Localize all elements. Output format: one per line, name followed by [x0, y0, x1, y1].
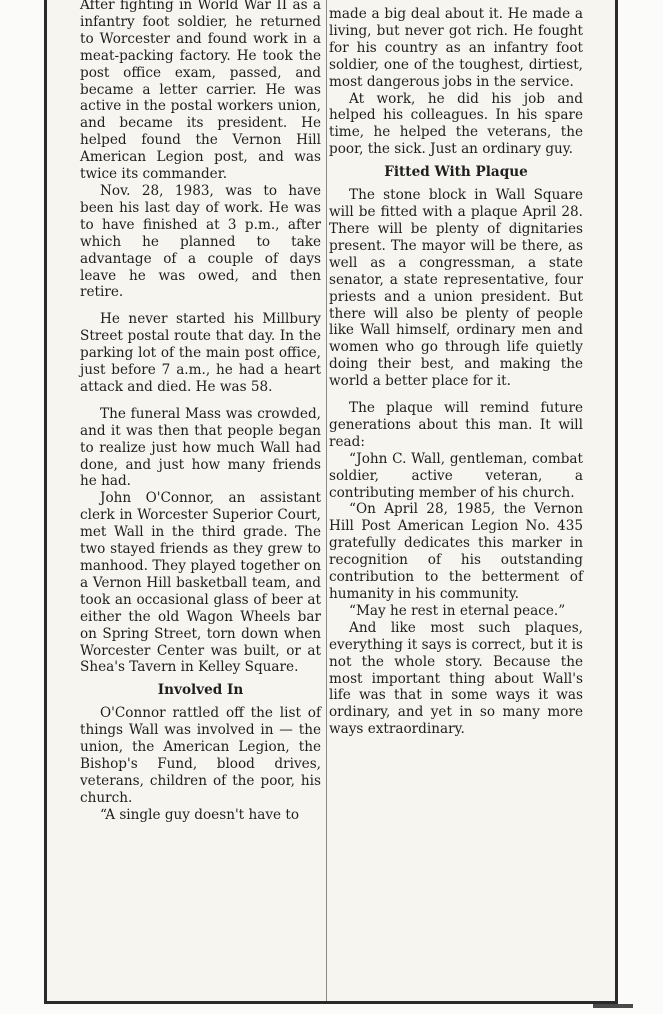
paragraph: He never started his Millbury Street postal route that day. In the parking lot of the main post office, just before 7 a.m., he had a heart attack and died. He was 58. [80, 311, 321, 395]
paragraph: “John C. Wall, gentleman, combat soldier, active veteran, a contributing member of his church. [329, 450, 583, 501]
paragraph: After fighting in World War II as a infantry foot soldier, he returned to Worcester and found work in a meat-packing factory. He took the post office exam, passed, and became a letter carrier. He was active in the postal workers union, and became its president. He helped found the Vernon Hill American Legion post, and was twice its commander. [80, 0, 321, 183]
paragraph: made a big deal about it. He made a living, but never got rich. He fought for his country as an infantry foot soldier, one of the toughest, dirtiest, most dangerous jobs in the service. [329, 6, 583, 90]
paragraph: Nov. 28, 1983, was to have been his last day of work. He was to have finished at 3 p.m., after which he planned to take advantage of a couple of days leave he was owed, and then retire. [80, 182, 321, 301]
column-divider [326, 0, 327, 1004]
section-heading: Fitted With Plaque [384, 164, 528, 181]
paragraph: The funeral Mass was crowded, and it was then that people began to realize just how much Wall had done, and just how many friends he had. [80, 405, 321, 490]
newspaper-clipping [44, 0, 618, 1004]
article-column-right [329, 6, 583, 738]
paragraph: The plaque will remind future generations about this man. It will read: [329, 400, 583, 450]
scan-edge-mark [593, 1004, 633, 1008]
paragraph: “On April 28, 1985, the Vernon Hill Post American Legion No. 435 gratefully dedicates this marker in recognition of his outstanding contribution to the betterment of humanity in his community. [329, 501, 583, 602]
article-column-left [80, 0, 321, 824]
paragraph: “May he rest in eternal peace.” [349, 602, 566, 619]
section-heading: Involved In [157, 682, 244, 699]
paragraph: John O'Connor, an assistant clerk in Worcester Superior Court, met Wall in the third grade. The two stayed friends as they grew to manhood. They played together on a Vernon Hill basketball team, and took an occasional glass of beer at either the old Wagon Wheels bar on Spring Street, torn down when Worcester Center was built, or at Shea's Tavern in Kelley Square. [80, 490, 321, 676]
paragraph: And like most such plaques, everything it says is correct, but it is not the whole story. Because the most important thing about Wall's life was that in some ways it was ordinary, and yet in so many more ways extraordinary. [329, 619, 583, 738]
paragraph: The stone block in Wall Square will be fitted with a plaque April 28. There will be plenty of dignitaries present. The mayor will be there, as well as a congressman, a state senator, a state representative, four priests and a union president. But there will also be plenty of people like Wall himself, ordinary men and women who go through life quietly doing their best, and making the world a better place for it. [329, 187, 583, 390]
paragraph: O'Connor rattled off the list of things Wall was involved in — the union, the American Legion, the Bishop's Fund, blood drives, veterans, children of the poor, his church. [80, 705, 321, 806]
paragraph: “A single guy doesn't have to [100, 806, 300, 823]
paragraph: At work, he did his job and helped his colleagues. In his spare time, he helped the veterans, the poor, the sick. Just an ordinary guy. [329, 90, 583, 158]
